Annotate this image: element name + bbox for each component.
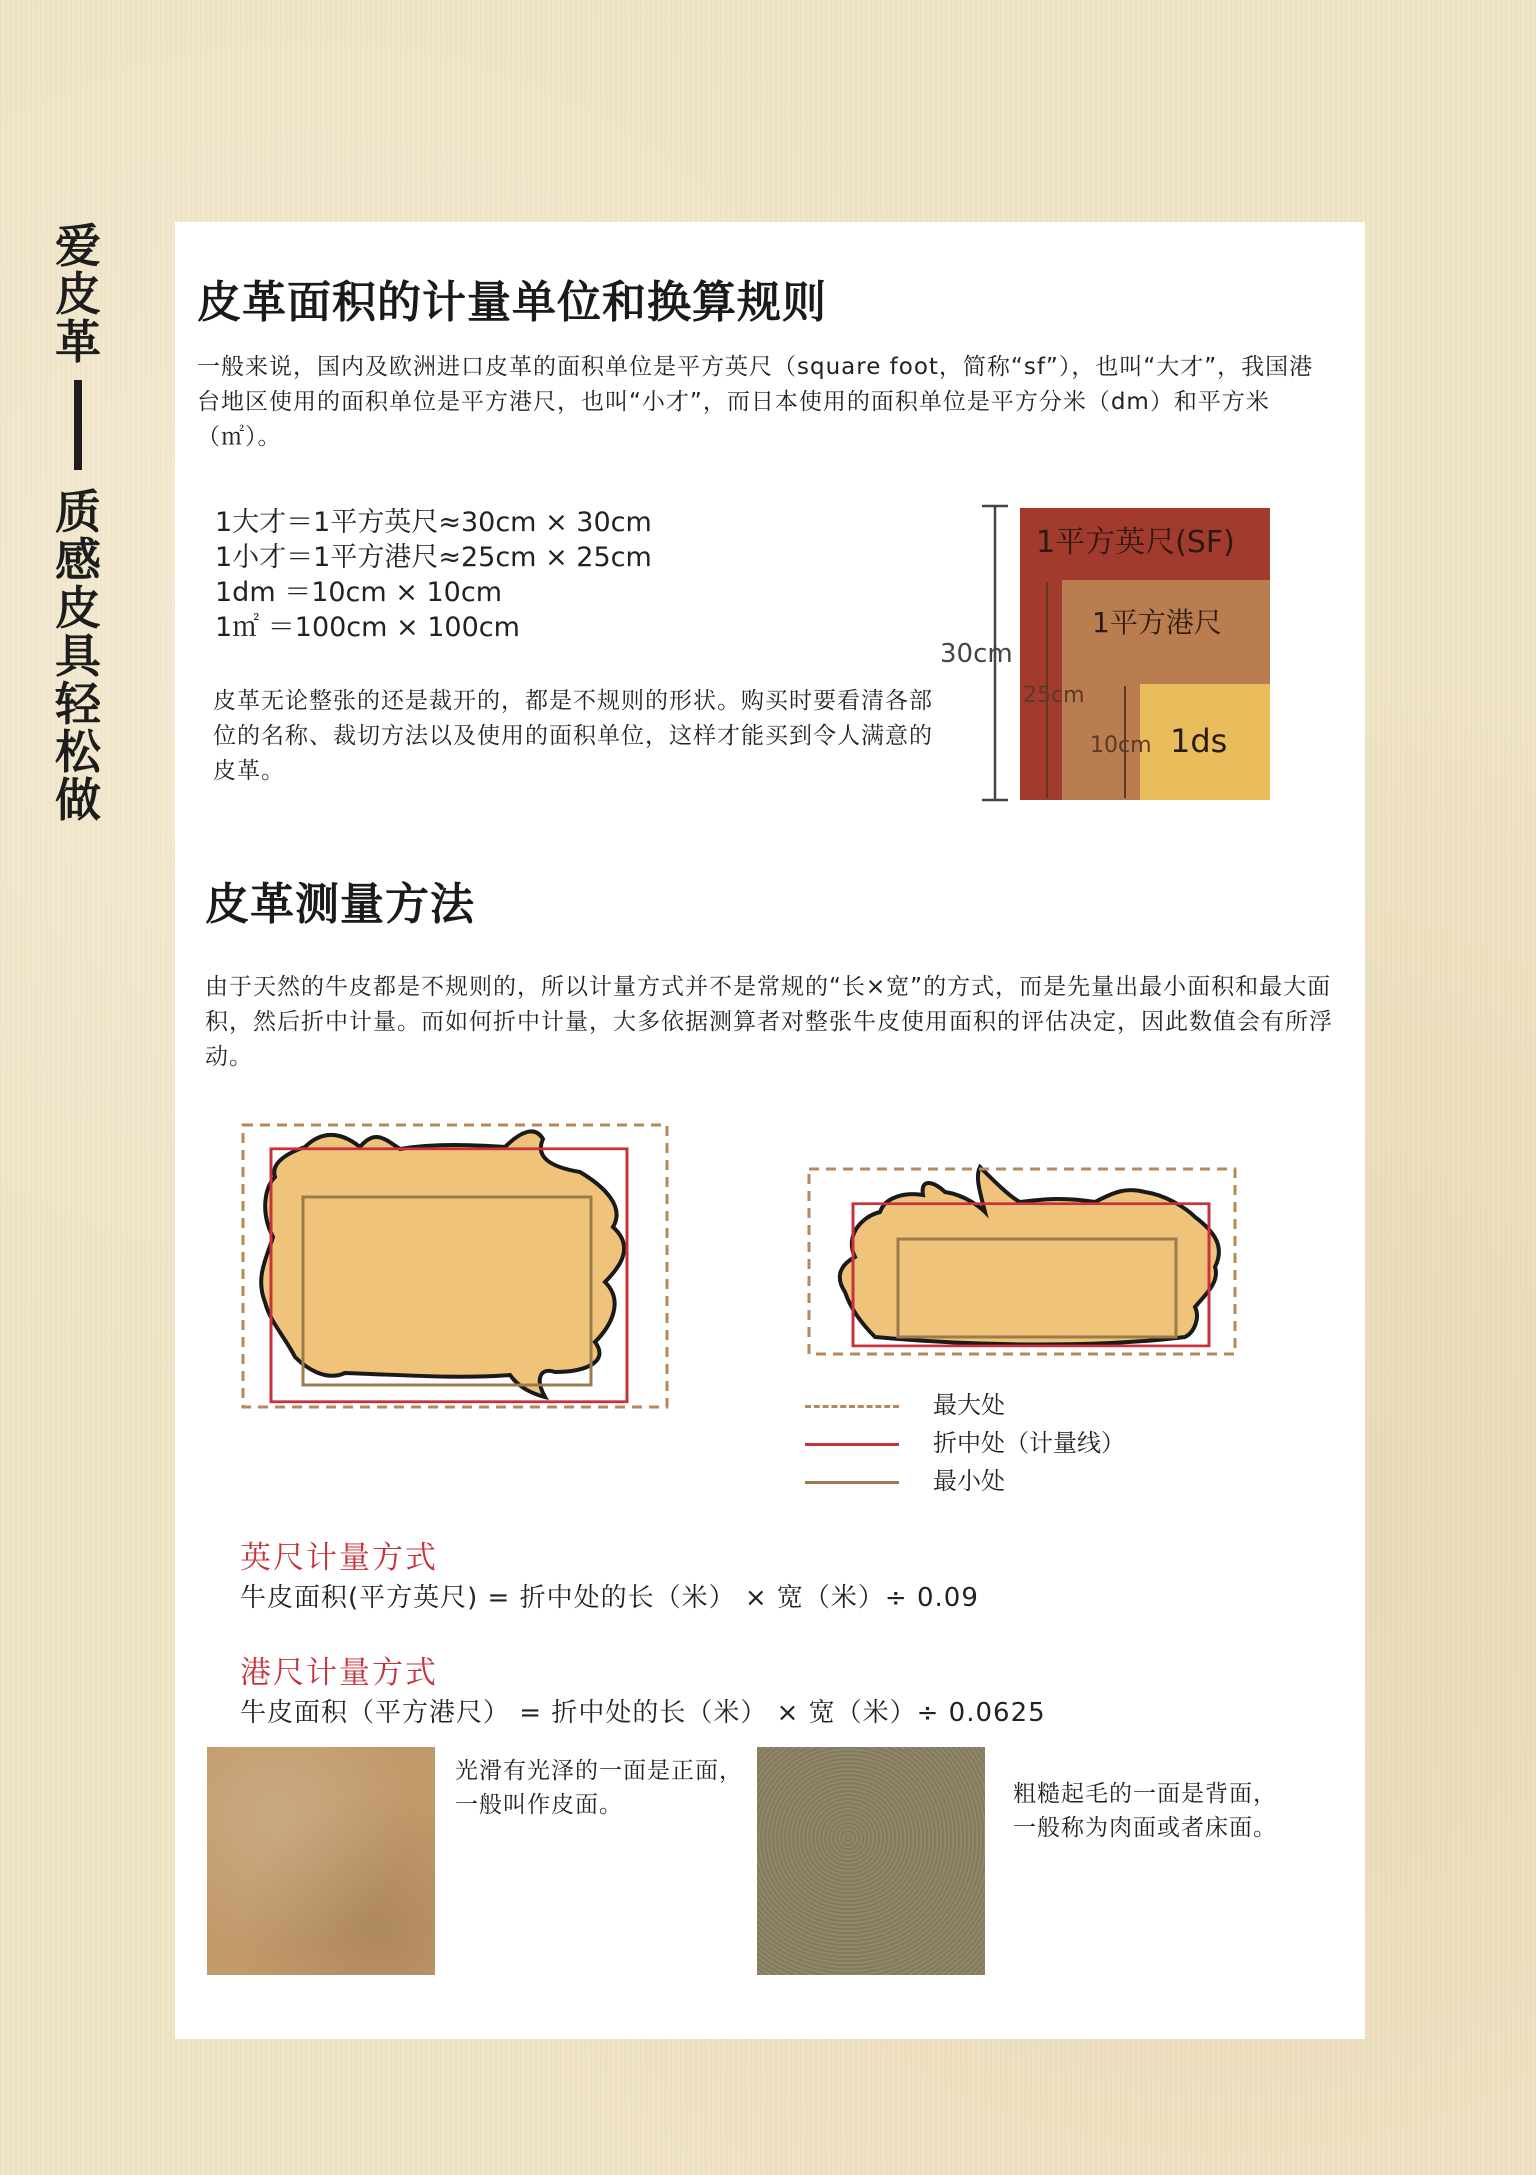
flesh-side-text: 粗糙起毛的一面是背面，一般称为肉面或者床面。 bbox=[1013, 1781, 1277, 1841]
side-title bbox=[50, 219, 106, 827]
flesh-side-swatch bbox=[757, 1747, 985, 1975]
grain-side-swatch bbox=[207, 1747, 435, 1975]
side-title-bottom: 质感皮具轻松做 bbox=[55, 485, 101, 827]
legend-item bbox=[805, 1425, 1165, 1463]
legend-label: 最大处 bbox=[933, 1391, 1005, 1419]
section1-note: 皮革无论整张的还是裁开的，都是不规则的形状。购买时要看清各部位的名称、裁切方法以及使用的面积单位，这样才能买到令人满意的皮革。 bbox=[213, 688, 933, 784]
legend-label: 最小处 bbox=[933, 1467, 1005, 1495]
content-sheet bbox=[175, 222, 1365, 2039]
legend-swatch-brown bbox=[805, 1481, 899, 1484]
hide-diagram-small bbox=[805, 1147, 1245, 1357]
foot-method-formula: 牛皮面积(平方英尺) = 折中处的长（米） × 宽（米）÷ 0.09 bbox=[240, 1583, 979, 1613]
measure-legend bbox=[805, 1387, 1165, 1501]
dimension-10-label: 10cm bbox=[1090, 733, 1152, 758]
hk-foot-method-title: 港尺计量方式 bbox=[240, 1655, 438, 1691]
dimension-25-label: 25cm bbox=[1023, 683, 1085, 708]
square-hk-foot-label: 1平方港尺 bbox=[1092, 606, 1222, 639]
unit-formula: 1㎡ ＝100cm × 100cm bbox=[215, 612, 520, 643]
legend-label: 折中处（计量线） bbox=[933, 1429, 1125, 1457]
hk-foot-method-formula: 牛皮面积（平方港尺） = 折中处的长（米） × 宽（米）÷ 0.0625 bbox=[240, 1698, 1046, 1728]
foot-method-title: 英尺计量方式 bbox=[240, 1540, 438, 1576]
grain-side-text: 光滑有光泽的一面是正面，一般叫作皮面。 bbox=[455, 1758, 743, 1818]
hide-diagram-large bbox=[235, 1117, 675, 1417]
side-title-top: 爱皮革 bbox=[55, 219, 101, 369]
square-foot-label: 1平方英尺(SF) bbox=[1036, 525, 1235, 560]
legend-item bbox=[805, 1387, 1165, 1425]
section2-title: 皮革测量方法 bbox=[205, 879, 475, 930]
section1-intro: 一般来说，国内及欧洲进口皮革的面积单位是平方英尺（square foot，简称“sf”），也叫“大才”，我国港台地区使用的面积单位是平方港尺，也叫“小才”，而日本使用的面积单位是平方分米（dm）和平方米（㎡）。 bbox=[197, 354, 1314, 450]
unit-formula: 1大才＝1平方英尺≈30cm × 30cm bbox=[215, 507, 652, 538]
section2-intro: 由于天然的牛皮都是不规则的，所以计量方式并不是常规的“长×宽”的方式，而是先量出最小面积和最大面积，然后折中计量。而如何折中计量，大多依据测算者对整张牛皮使用面积的评估决定，因此数值会有所浮动。 bbox=[205, 974, 1333, 1070]
legend-swatch-dashed bbox=[805, 1405, 899, 1408]
square-decimeter-label: 1ds bbox=[1170, 722, 1228, 760]
unit-formula: 1小才＝1平方港尺≈25cm × 25cm bbox=[215, 542, 652, 573]
legend-item bbox=[805, 1463, 1165, 1501]
section1-title: 皮革面积的计量单位和换算规则 bbox=[197, 277, 827, 328]
dimension-30-label: 30cm bbox=[940, 639, 1013, 669]
unit-formula-list bbox=[215, 505, 652, 645]
side-title-divider bbox=[74, 380, 82, 470]
legend-swatch-red bbox=[805, 1443, 899, 1446]
unit-formula: 1dm ＝10cm × 10cm bbox=[215, 577, 502, 608]
hide-shape bbox=[261, 1131, 624, 1397]
unit-size-diagram bbox=[940, 500, 1280, 840]
